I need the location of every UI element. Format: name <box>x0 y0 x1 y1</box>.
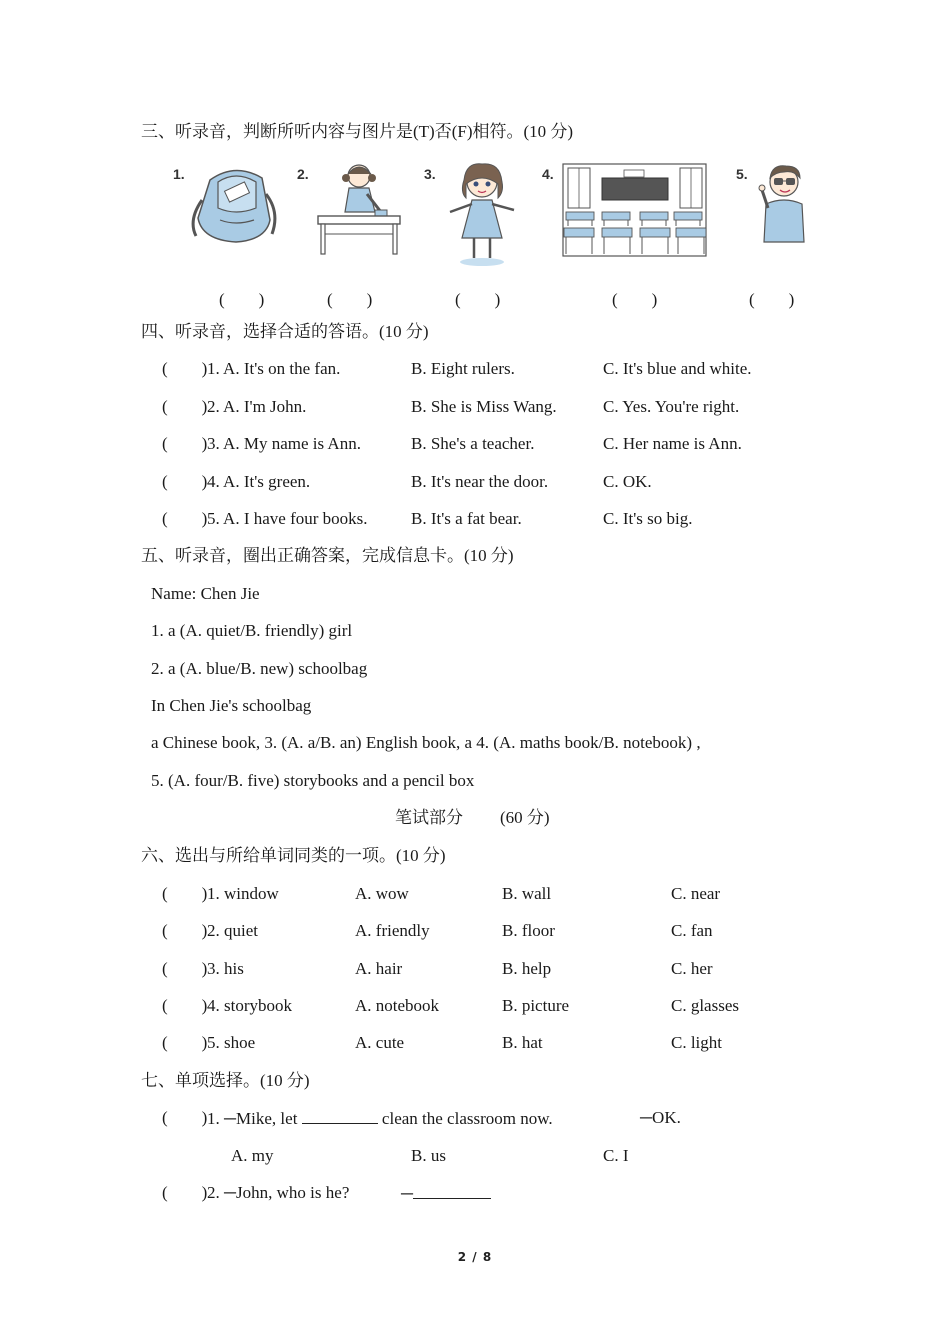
answer-paren-5[interactable]: ( ) <box>749 290 795 309</box>
question-option-a: 1. A. It's on the fan. <box>207 359 341 378</box>
option-a: A. notebook <box>355 996 440 1015</box>
info-card-name: Name: Chen Jie <box>151 584 260 603</box>
option-b: B. She is Miss Wang. <box>411 397 557 416</box>
option-b: B. It's near the door. <box>411 472 549 491</box>
answer-paren[interactable]: ( ) <box>162 1183 208 1202</box>
option-b: B. She's a teacher. <box>411 434 535 453</box>
given-word: 3. his <box>207 959 244 978</box>
answer-paren-1[interactable]: ( ) <box>219 290 265 309</box>
option-c: C. Her name is Ann. <box>603 434 742 453</box>
answer-paren[interactable]: ( ) <box>162 884 208 903</box>
section-3-heading: 三、听录音，判断所听内容与图片是(T)否(F)相符。(10 分) <box>141 122 574 141</box>
info-card-line-1: 1. a (A. quiet/B. friendly) girl <box>151 621 353 640</box>
option-a: A. my <box>231 1146 274 1165</box>
question-prefix: 1. ─Mike, let <box>207 1109 298 1128</box>
option-b: B. picture <box>502 996 570 1015</box>
option-a: A. hair <box>355 959 403 978</box>
option-c: C. It's so big. <box>603 509 693 528</box>
answer-paren[interactable]: ( ) <box>162 1108 208 1127</box>
picture-number-3: 3. <box>424 166 436 182</box>
written-part-title: 笔试部分 <box>395 808 463 827</box>
question-text <box>207 1107 553 1130</box>
option-b: B. Eight rulers. <box>411 359 515 378</box>
written-part-score: (60 分) <box>500 808 550 827</box>
section-6-heading: 六、选出与所给单词同类的一项。(10 分) <box>141 846 446 865</box>
option-b: B. us <box>411 1146 446 1165</box>
reply-dash: ─ <box>401 1184 414 1203</box>
picture-number-1: 1. <box>173 166 185 182</box>
question-option-a: 4. A. It's green. <box>207 472 311 491</box>
girl-picture <box>444 160 520 268</box>
reply-text: ─OK. <box>640 1108 681 1127</box>
reply-line <box>401 1182 491 1205</box>
info-card-line-2: 2. a (A. blue/B. new) schoolbag <box>151 659 368 678</box>
option-c: C. OK. <box>603 472 652 491</box>
question-text: 2. ─John, who is he? <box>207 1183 350 1202</box>
given-word: 4. storybook <box>207 996 292 1015</box>
answer-paren[interactable]: ( ) <box>162 996 208 1015</box>
option-c: C. light <box>671 1033 723 1052</box>
answer-paren[interactable]: ( ) <box>162 434 208 453</box>
option-b: B. floor <box>502 921 555 940</box>
option-b: B. wall <box>502 884 552 903</box>
option-c: C. glasses <box>671 996 739 1015</box>
answer-paren[interactable]: ( ) <box>162 397 208 416</box>
boy-with-glasses-picture <box>758 160 814 246</box>
option-a: A. wow <box>355 884 409 903</box>
option-b: B. hat <box>502 1033 543 1052</box>
section-7-heading: 七、单项选择。(10 分) <box>141 1071 310 1090</box>
answer-paren[interactable]: ( ) <box>162 509 208 528</box>
answer-paren-2[interactable]: ( ) <box>327 290 373 309</box>
option-c: C. It's blue and white. <box>603 359 752 378</box>
question-option-a: 5. A. I have four books. <box>207 509 368 528</box>
fill-in-blank[interactable] <box>413 1182 491 1199</box>
option-c: C. Yes. You're right. <box>603 397 740 416</box>
page-number: 2 / 8 <box>457 1250 493 1264</box>
option-b: B. It's a fat bear. <box>411 509 522 528</box>
info-card-line-4: a Chinese book, 3. (A. a/B. an) English book, a 4. (A. maths book/B. notebook) , <box>151 733 701 752</box>
option-a: A. friendly <box>355 921 430 940</box>
option-b: B. help <box>502 959 552 978</box>
section-4-heading: 四、听录音，选择合适的答语。(10 分) <box>141 322 429 341</box>
answer-paren-4[interactable]: ( ) <box>612 290 658 309</box>
option-c: C. her <box>671 959 713 978</box>
schoolbag-picture <box>190 160 280 246</box>
question-option-a: 3. A. My name is Ann. <box>207 434 361 453</box>
question-suffix: clean the classroom now. <box>381 1109 553 1128</box>
given-word: 5. shoe <box>207 1033 256 1052</box>
option-c: C. I <box>603 1146 629 1165</box>
answer-paren[interactable]: ( ) <box>162 959 208 978</box>
info-card-line-3: In Chen Jie's schoolbag <box>151 696 312 715</box>
option-c: C. fan <box>671 921 713 940</box>
option-a: A. cute <box>355 1033 405 1052</box>
given-word: 2. quiet <box>207 921 258 940</box>
girl-cleaning-desk-picture <box>315 160 405 260</box>
classroom-picture <box>562 160 707 258</box>
info-card-line-5: 5. (A. four/B. five) storybooks and a pencil box <box>151 771 475 790</box>
option-c: C. near <box>671 884 721 903</box>
answer-paren-3[interactable]: ( ) <box>455 290 501 309</box>
fill-in-blank[interactable] <box>302 1107 378 1124</box>
given-word: 1. window <box>207 884 279 903</box>
answer-paren[interactable]: ( ) <box>162 359 208 378</box>
picture-number-2: 2. <box>297 166 309 182</box>
answer-paren[interactable]: ( ) <box>162 1033 208 1052</box>
picture-number-4: 4. <box>542 166 554 182</box>
answer-paren[interactable]: ( ) <box>162 472 208 491</box>
section-5-heading: 五、听录音，圈出正确答案，完成信息卡。(10 分) <box>141 546 514 565</box>
answer-paren[interactable]: ( ) <box>162 921 208 940</box>
question-option-a: 2. A. I'm John. <box>207 397 307 416</box>
picture-number-5: 5. <box>736 166 748 182</box>
